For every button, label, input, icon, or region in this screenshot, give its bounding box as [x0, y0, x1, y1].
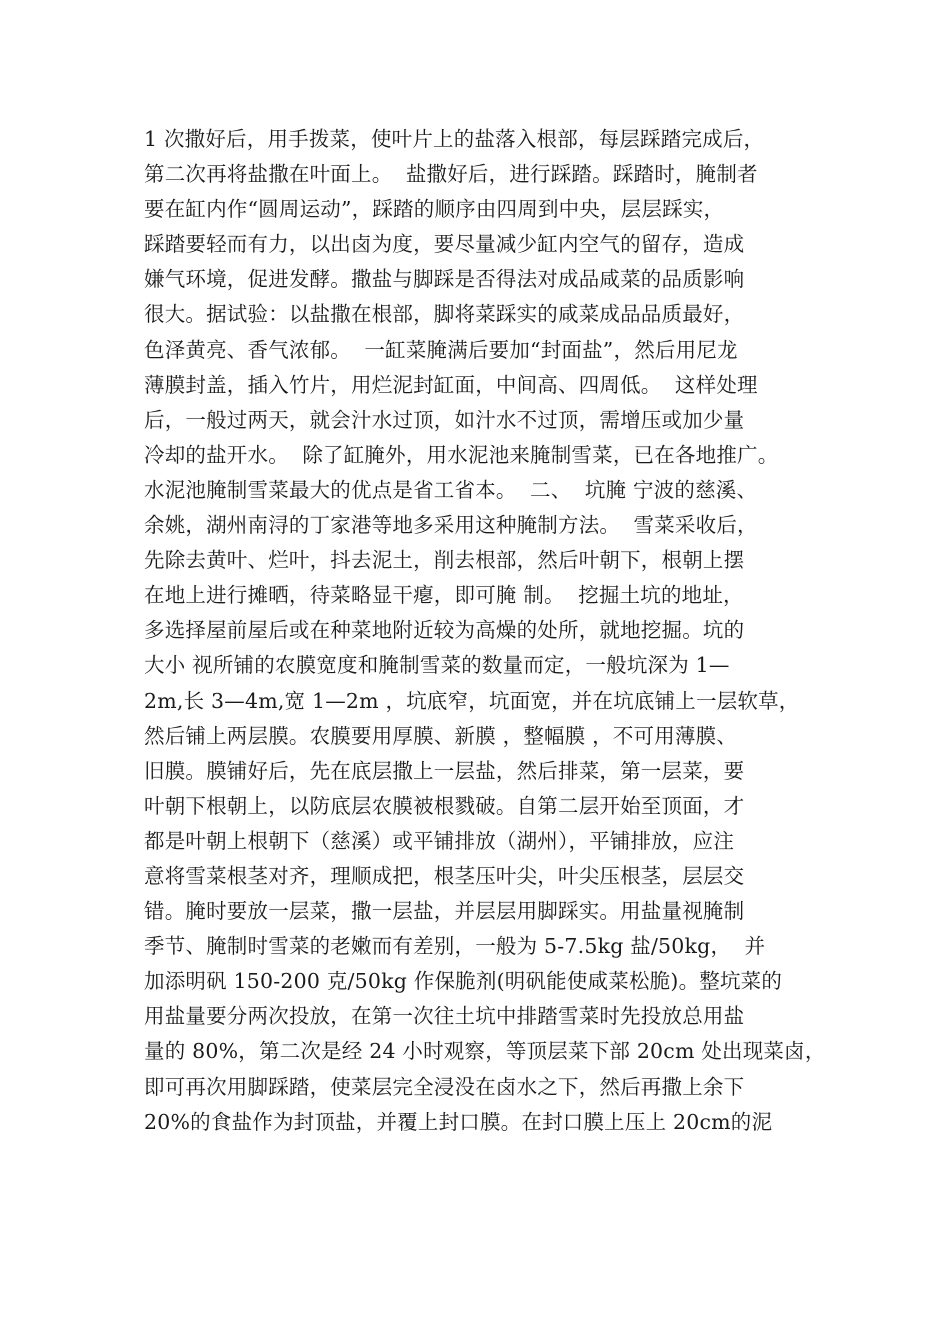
- text-line: 都是叶朝上根朝下（慈溪）或平铺排放（湖州），平铺排放，应注: [144, 828, 735, 853]
- text-line: 后，一般过两天，就会汁水过顶，如汁水不过顶，需增压或加少量: [144, 407, 745, 432]
- text-line: 嫌气环境，促进发酵。撒盐与脚踩是否得法对成品咸菜的品质影响: [144, 267, 745, 292]
- text-line: 踩踏要轻而有力，以出卤为度，要尽量减少缸内空气的留存，造成: [144, 232, 745, 257]
- text-line: 薄膜封盖，插入竹片，用烂泥封缸面，中间高、四周低。 这样处理: [144, 372, 758, 397]
- text-line: 余姚，湖州南浔的丁家港等地多采用这种腌制方法。 雪菜采收后，: [144, 513, 758, 538]
- text-line: 先除去黄叶、烂叶，抖去泥土，削去根部，然后叶朝下，根朝上摆: [144, 548, 745, 573]
- text-line: 20%的食盐作为封顶盐，并覆上封口膜。在封口膜上压上 20cm的泥: [144, 1109, 773, 1134]
- text-line: 意将雪菜根茎对齐，理顺成把，根茎压叶尖，叶尖压根茎，层层交: [144, 863, 745, 888]
- text-line: 2m,长 3—4m,宽 1—2m ，坑底窄，坑面宽，并在坑底铺上一层软草，: [144, 688, 800, 713]
- text-line: 在地上进行摊晒，待菜略显干瘪，即可腌 制。 挖掘土坑的地址，: [144, 583, 744, 608]
- text-line: 加添明矾 150-200 克/50kg 作保脆剂(明矾能使咸菜松脆)。整坑菜的: [144, 969, 783, 994]
- text-line: 量的 80%，第二次是经 24 小时观察，等顶层菜下部 20cm 处出现菜卤，: [144, 1039, 826, 1064]
- text-line: 要在缸内作“圆周运动”，踩踏的顺序由四周到中央，层层踩实，: [144, 197, 725, 222]
- text-line: 冷却的盐开水。 除了缸腌外，用水泥池来腌制雪菜，已在各地推广。: [144, 442, 779, 467]
- text-line: 旧膜。膜铺好后，先在底层撒上一层盐，然后排菜，第一层菜，要: [144, 758, 745, 783]
- text-line: 错。腌时要放一层菜，撒一层盐，并层层用脚踩实。用盐量视腌制: [144, 899, 745, 924]
- text-line: 1 次撒好后，用手拨菜，使叶片上的盐落入根部，每层踩踏完成后，: [144, 127, 765, 151]
- body-text: [144, 122, 824, 1140]
- text-line: 色泽黄亮、香气浓郁。 一缸菜腌满后要加“封面盐”，然后用尼龙: [144, 337, 738, 362]
- text-line: 叶朝下根朝上，以防底层农膜被根戮破。自第二层开始至顶面，才: [144, 793, 745, 818]
- text-line: 多选择屋前屋后或在种菜地附近较为高燥的处所，就地挖掘。坑的: [144, 618, 745, 643]
- text-line: 第二次再将盐撒在叶面上。 盐撒好后，进行踩踏。踩踏时，腌制者: [144, 162, 758, 187]
- text-line: 用盐量要分两次投放，在第一次往土坑中排踏雪菜时先投放总用盐: [144, 1004, 745, 1029]
- text-line: 大小 视所铺的农膜宽度和腌制雪菜的数量而定，一般坑深为 1—: [144, 653, 730, 678]
- text-line: 很大。据试验：以盐撒在根部，脚将菜踩实的咸菜成品品质最好，: [144, 302, 745, 327]
- text-line: 然后铺上两层膜。农膜要用厚膜、新膜 ，整幅膜 ，不可用薄膜、: [144, 723, 738, 748]
- text-line: 季节、腌制时雪菜的老嫩而有差别，一般为 5-7.5kg 盐/50kg， 并: [144, 934, 766, 959]
- text-line: 水泥池腌制雪菜最大的优点是省工省本。 二、 坑腌 宁波的慈溪、: [144, 477, 758, 502]
- text-line: 即可再次用脚踩踏，使菜层完全浸没在卤水之下，然后再撒上余下: [144, 1074, 745, 1099]
